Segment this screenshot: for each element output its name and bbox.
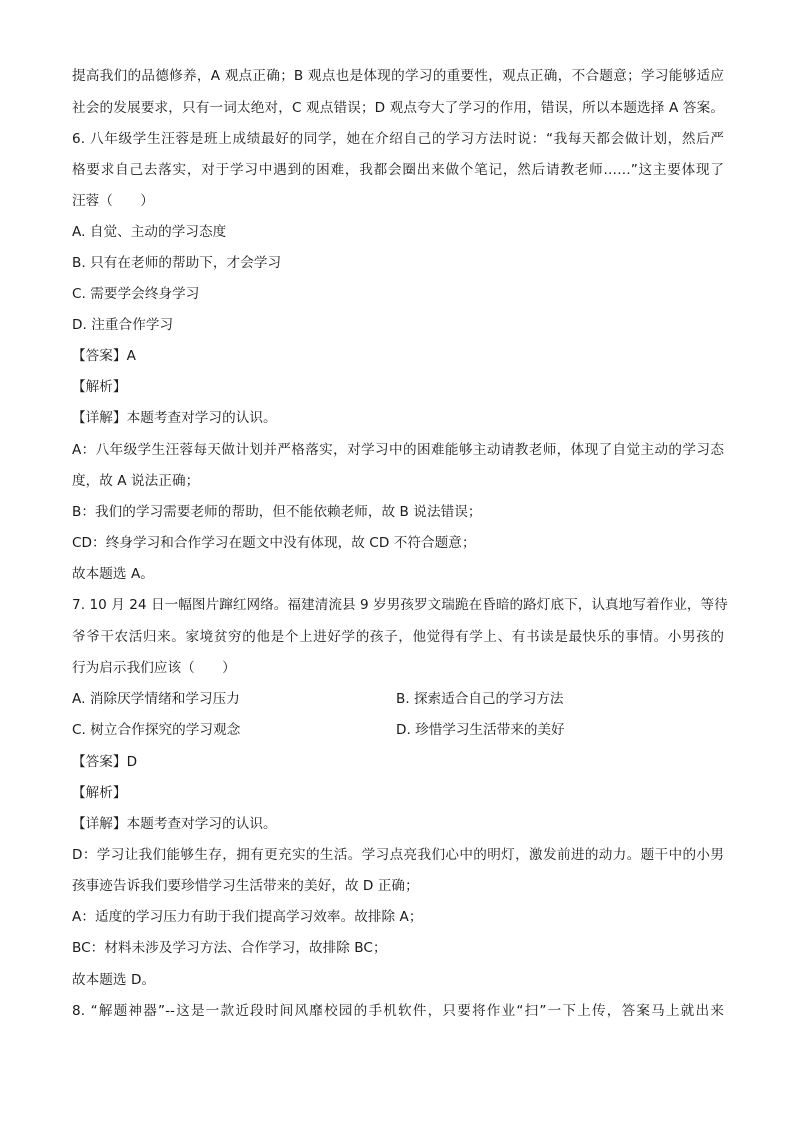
option-a: A. 自觉、主动的学习态度 (72, 224, 227, 240)
option-b: B. 探索适合自己的学习方法 (396, 691, 564, 707)
detail-label: 【详解】本题考查对学习的认识。 (72, 410, 277, 426)
option-b: B. 只有在老师的帮助下，才会学习 (72, 255, 282, 271)
text-line: 社会的发展要求，只有一词太绝对，C 观点错误；D 观点夸大了学习的作用，错误，所以本题选择 A 答案。 (72, 100, 724, 116)
analysis-label: 【解析】 (72, 785, 127, 801)
question-8-stem: 8. “解题神器”--这是一款近段时间风靡校园的手机软件，只要将作业“扫”一下上传，答案马上就出来 (72, 1003, 724, 1019)
question-7-stem: 爷爷干农活归来。家境贫穷的他是个上进好学的孩子，他觉得有学上、有书读是最快乐的事情。小男孩的 (72, 629, 724, 645)
text-line: BC：材料未涉及学习方法、合作学习，故排除 BC； (72, 940, 387, 956)
text-line: A：适度的学习压力有助于我们提高学习效率。故排除 A； (72, 909, 423, 925)
text-line: 提高我们的品德修养，A 观点正确；B 观点也是体现的学习的重要性，观点正确，不合题意；学习能够适应 (72, 68, 724, 84)
question-7-stem: 行为启示我们应该（ ） (72, 660, 236, 676)
text-line: 故本题选 A。 (72, 566, 154, 582)
answer-label: 【答案】A (72, 348, 136, 364)
text-line: B：我们的学习需要老师的帮助，但不能依赖老师，故 B 说法错误； (72, 504, 482, 520)
answer-label: 【答案】D (72, 754, 138, 770)
detail-label: 【详解】本题考查对学习的认识。 (72, 816, 277, 832)
option-d: D. 注重合作学习 (72, 317, 174, 333)
text-line: 故本题选 D。 (72, 972, 156, 988)
question-6-stem: 格要求自己去落实，对于学习中遇到的困难，我都会圈出来做个笔记，然后请教老师……”这主要体现了 (72, 162, 724, 178)
question-6-stem: 汪蓉（ ） (72, 193, 154, 209)
analysis-label: 【解析】 (72, 379, 127, 395)
text-line: CD：终身学习和合作学习在题文中没有体现，故 CD 不符合题意； (72, 535, 476, 551)
text-line: 度，故 A 说法正确； (72, 473, 200, 489)
option-c: C. 树立合作探究的学习观念 (72, 722, 241, 738)
option-d: D. 珍惜学习生活带来的美好 (396, 722, 565, 738)
text-line: 孩事迹告诉我们要珍惜学习生活带来的美好，故 D 正确； (72, 878, 419, 894)
question-7-stem: 7. 10 月 24 日一幅图片蹿红网络。福建清流县 9 岁男孩罗文瑞跪在昏暗的路灯底下，认真地写着作业，等待 (72, 597, 728, 613)
option-c: C. 需要学会终身学习 (72, 286, 200, 302)
text-line: A：八年级学生汪蓉每天做计划并严格落实，对学习中的困难能够主动请教老师，体现了自觉主动的学习态 (72, 442, 724, 458)
text-line: D：学习让我们能够生存，拥有更充实的生活。学习点亮我们心中的明灯，激发前进的动力。题干中的小男 (72, 847, 724, 863)
question-6-stem: 6. 八年级学生汪蓉是班上成绩最好的同学，她在介绍自己的学习方法时说：“我每天都会做计划，然后严 (72, 131, 724, 147)
option-a: A. 消除厌学情绪和学习压力 (72, 691, 240, 707)
